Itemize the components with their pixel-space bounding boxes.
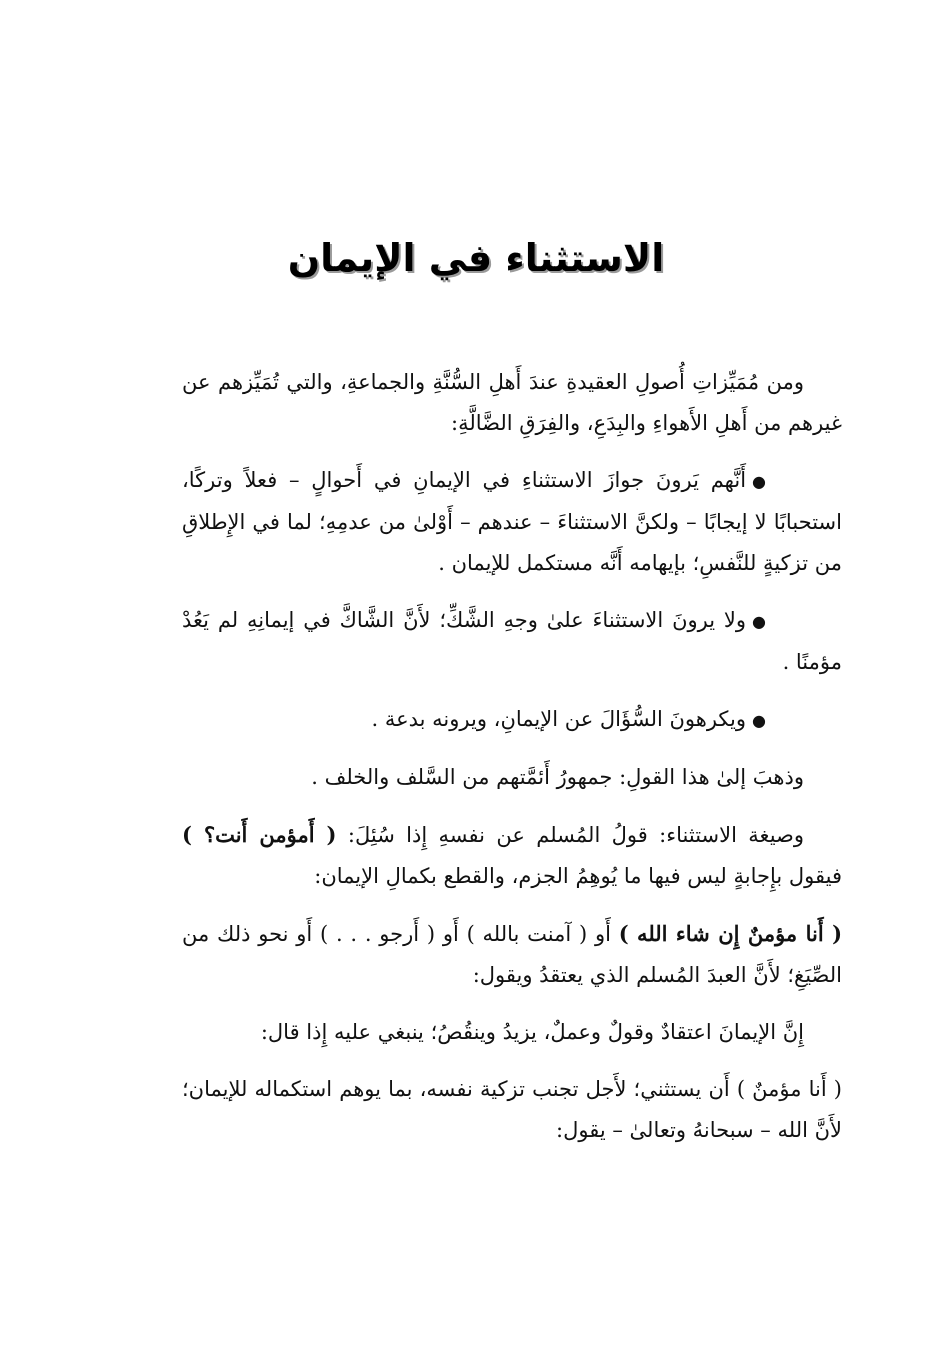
formula-paragraph xyxy=(182,814,842,897)
belief-paragraph: إِنَّ الإيمانَ اعتقادٌ وقولٌ وعملٌ، يزيدُ وينقُصُ؛ ينبغي عليه إِذا قال: xyxy=(260,1020,804,1044)
formula-question: ( أَمؤمن أَنت؟ ) xyxy=(182,822,337,847)
formula-text-a: وصيغة الاستثناء: قولُ المُسلم عن نفسهِ إِذا سُئِلَ: xyxy=(347,823,804,847)
bullet-item-2 xyxy=(182,600,842,683)
closing-paragraph: ( أَنا مؤمنٌ ) أَن يستثني؛ لأَجل تجنب تزكية نفسه، بما يوهم استكماله للإيمان؛ لأَنَّ الله – سبحانهُ وتعالىٰ – يقول: xyxy=(182,1077,842,1142)
majority-paragraph: وذهبَ إلىٰ هذا القولِ: جمهورُ أَئمَّتهم من السَّلف والخلف . xyxy=(311,765,804,789)
bullet-text-2: ولا يرونَ الاستثناءَ علىٰ وجهِ الشَّكِّ؛ لأَنَّ الشَّاكَّ في إيمانِهِ لم يَعُدْ مؤمنًا . xyxy=(182,608,842,674)
formula-text-c: فيقول بإِجابةٍ ليس فيها ما يُوهِمُ الجزم، والقطع بكمالِ الإيمان: xyxy=(314,864,842,888)
answer-text: أَو ( آمنت بالله ) أَو ( أَرجو . . . ) أَو نحو ذلك من الصِّيَغِ؛ لأَنَّ العبدَ المُسلم الذي يعتقدُ ويقول: xyxy=(182,922,842,987)
document-body xyxy=(182,362,842,1167)
bullet-icon: ● xyxy=(752,472,766,491)
intro-paragraph: ومن مُمَيِّزاتِ أُصولِ العقيدةِ عندَ أَهلِ السُّنَّةِ والجماعةِ، والتي تُمَيِّزهم عن غيرهم من أَهلِ الأَهواءِ والبِدَعِ، والفِرَقِ الضَّالَّةِ: xyxy=(182,370,842,435)
bullet-text-3: ويكرهونَ السُّؤَالَ عن الإيمانِ، ويرونه بدعة . xyxy=(371,707,747,731)
bullet-text-1: أَنَّهم يَرونَ جوازَ الاستثناءِ في الإيمانِ في أَحوالٍ – فعلاً وتركًا، استحبابًا لا إيجابًا – ولكنَّ الاستثناءَ – عندهم – أَوْلىٰ من عدمِهِ؛ لما في الإِطلاقِ من تزكيةٍ للنَّفسِ؛ بإيهامه أَنَّه مستكمل للإيمان . xyxy=(182,468,842,575)
bullet-icon: ● xyxy=(752,711,766,730)
answer-paragraph xyxy=(182,913,842,996)
bullet-item-1 xyxy=(182,460,842,584)
page-title: الاستثناء في الإيمان xyxy=(287,236,665,280)
answer-phrase: ( أَنا مؤمنٌ إِن شاء الله ) xyxy=(618,921,843,946)
bullet-item-3 xyxy=(182,699,842,741)
bullet-icon: ● xyxy=(752,612,766,631)
